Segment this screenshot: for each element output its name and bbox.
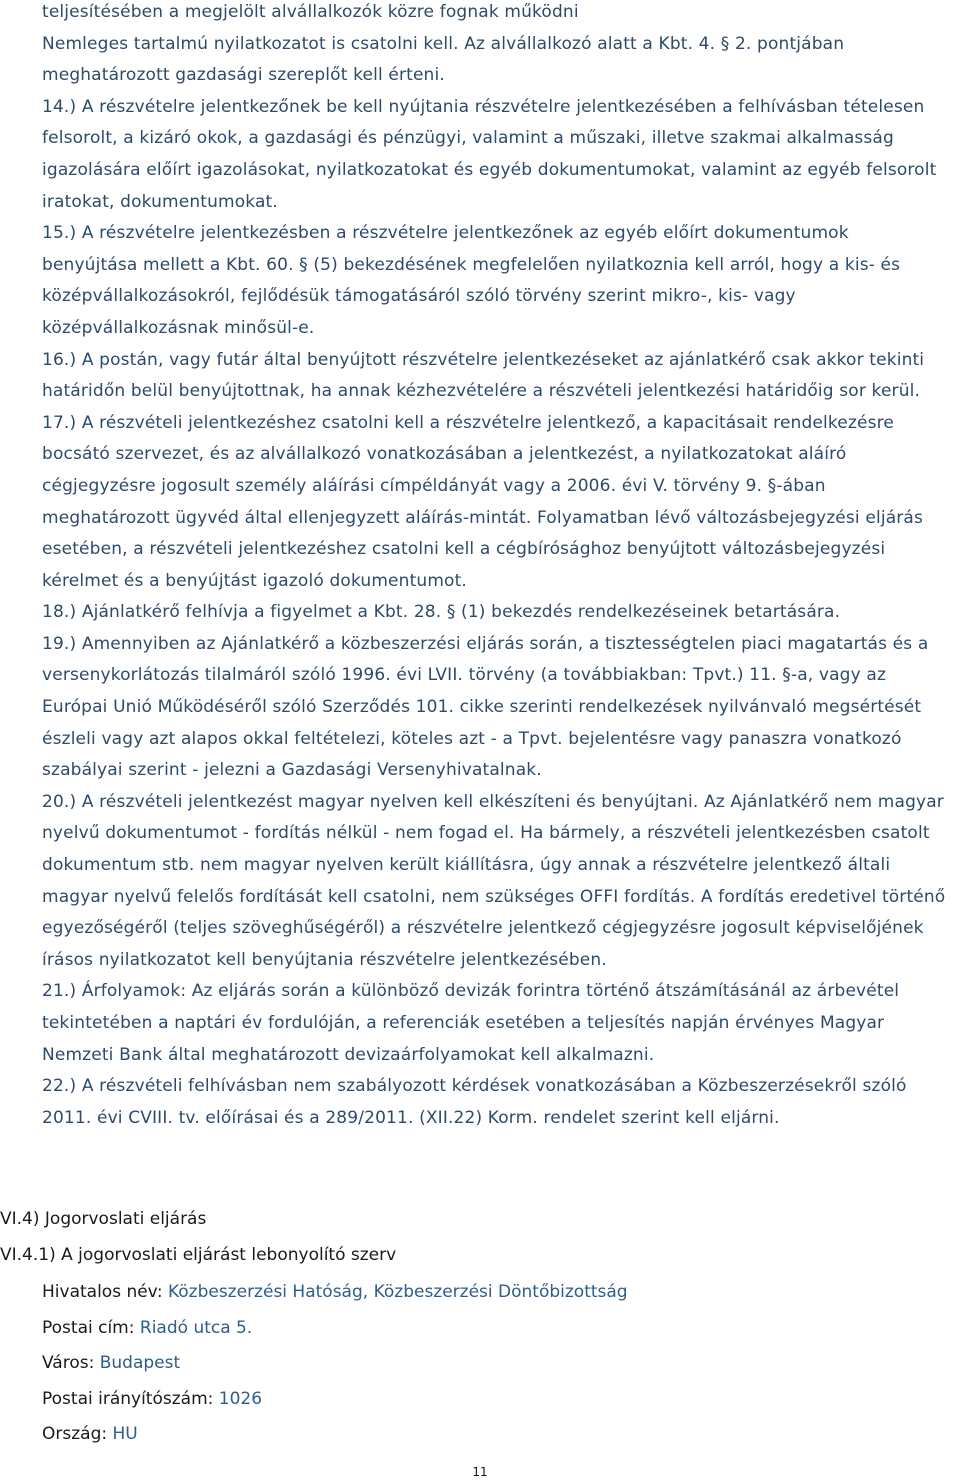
paragraph-22: 22.) A részvételi felhívásban nem szabályozott kérdések vonatkozásában a Közbeszerzésekről szóló 2011. évi CVIII. tv. előírásai és a 289/2011. (XII.22) Korm. rendelet szerint kell eljárni. <box>42 1076 907 1128</box>
city-value: Budapest <box>99 1353 181 1373</box>
subsection-heading: VI.4.1) A jogorvoslati eljárást lebonyolító szerv <box>0 1245 397 1265</box>
country-label: Ország: <box>42 1424 108 1444</box>
section-heading: VI.4) Jogorvoslati eljárás <box>0 1209 207 1229</box>
paragraph-14: 14.) A részvételre jelentkezőnek be kell nyújtania részvételre jelentkezésében a felhívásban tételesen felsorolt, a kizáró okok, a gazdasági és pénzügyi, valamint a műszaki, illetve szakmai alkalmasság igazolására előírt igazolásokat, nyilatkozatokat és egyéb dokumentumokat, valamint az egyéb felsorolt iratokat, dokumentumokat. <box>42 96 937 212</box>
country-value: HU <box>112 1424 138 1444</box>
contact-official-name <box>42 1274 942 1310</box>
paragraph-19: 19.) Amennyiben az Ajánlatkérő a közbeszerzési eljárás során, a tisztességtelen piaci magatartás és a versenykorlátozás tilalmáról szóló 1996. évi LVII. törvény (a továbbiakban: Tpvt.) 11. §-a, vagy az Európai Unió Működéséről szóló Szerződés 101. cikke szerinti rendelkezések nyilvánvaló megsértését észleli vagy azt alapos okkal feltételezi, köteles azt - a Tpvt. bejelentésre vagy panaszra vonatkozó szabályai szerint - jelezni a Gazdasági Versenyhivatalnak. <box>42 633 929 781</box>
postal-address-label: Postai cím: <box>42 1318 135 1338</box>
contact-city <box>42 1345 942 1381</box>
contact-country <box>42 1416 942 1452</box>
paragraph-17: 17.) A részvételi jelentkezéshez csatolni kell a részvételre jelentkező, a kapacitásait rendelkezésre bocsátó szervezet, és az alvállalkozó vonatkozásában a jelentkezést, a nyilatkozatokat aláíró cégjegyzésre jogosult személy aláírási címpéldányát vagy a 2006. évi V. törvény 9. §-ában meghatározott ügyvéd által ellenjegyzett aláírás-mintát. Folyamatban lévő változásbejegyzési eljárás esetében, a részvételi jelentkezéshez csatolni kell a cégbírósághoz benyújtott változásbejegyzési kérelmet és a benyújtást igazoló dokumentumot. <box>42 412 923 591</box>
postal-address-value: Riadó utca 5. <box>139 1318 253 1338</box>
paragraph-intro-continued: teljesítésében a megjelölt alvállalkozók közre fognak működni <box>42 2 579 22</box>
paragraph-16: 16.) A postán, vagy futár által benyújtott részvételre jelentkezéseket az ajánlatkérő csak akkor tekinti határidőn belül benyújtottnak, ha annak kézhezvételére a részvételi jelentkezési határidőig sor kerül. <box>42 349 925 402</box>
conditions-body <box>42 0 947 1134</box>
paragraph-20: 20.) A részvételi jelentkezést magyar nyelven kell elkészíteni és benyújtani. Az Ajánlatkérő nem magyar nyelvű dokumentumot - fordítás nélkül - nem fogad el. Ha bármely, a részvételi jelentkezésben csatolt dokumentum stb. nem magyar nyelven került kiállításra, úgy annak a részvételre jelentkező általi magyar nyelvű felelős fordítását kell csatolni, nem szükséges OFFI fordítás. A fordítás eredetivel történő egyezőségéről (teljes szöveghűségéről) a részvételre jelentkező cégjegyzésre jogosult képviselőjének írásos nyilatkozatot kell benyújtania részvételre jelentkezésében. <box>42 791 946 970</box>
page-number: 11 <box>472 1465 488 1479</box>
official-name-label: Hivatalos név: <box>42 1282 163 1302</box>
contact-postal-address <box>42 1310 942 1346</box>
paragraph-negative-declaration: Nemleges tartalmú nyilatkozatot is csatolni kell. Az alvállalkozó alatt a Kbt. 4. § 2. pontjában meghatározott gazdasági szereplőt kell érteni. <box>42 33 845 86</box>
contact-postal-code <box>42 1381 942 1417</box>
paragraph-21: 21.) Árfolyamok: Az eljárás során a különböző devizák forintra történő átszámításánál az árbevétel tekintetében a naptári év fordulóján, a referenciák esetében a teljesítés napján érvényes Magyar Nemzeti Bank által meghatározott devizaárfolyamokat kell alkalmazni. <box>42 981 900 1065</box>
postal-code-label: Postai irányítószám: <box>42 1389 214 1409</box>
paragraph-15: 15.) A részvételre jelentkezésben a részvételre jelentkezőnek az egyéb előírt dokumentumok benyújtása mellett a Kbt. 60. § (5) bekezdésének megfelelően nyilatkoznia kell arról, hogy a kis- és középvállalkozásokról, fejlődésük támogatásáról szóló törvény szerint mikro-, kis- vagy középvállalkozásnak minősül-e. <box>42 223 901 338</box>
postal-code-value: 1026 <box>218 1389 263 1409</box>
paragraph-18: 18.) Ajánlatkérő felhívja a figyelmet a Kbt. 28. § (1) bekezdés rendelkezéseinek betartására. <box>42 602 841 623</box>
official-name-value: Közbeszerzési Hatóság, Közbeszerzési Döntőbizottság <box>167 1282 628 1302</box>
city-label: Város: <box>42 1353 95 1373</box>
